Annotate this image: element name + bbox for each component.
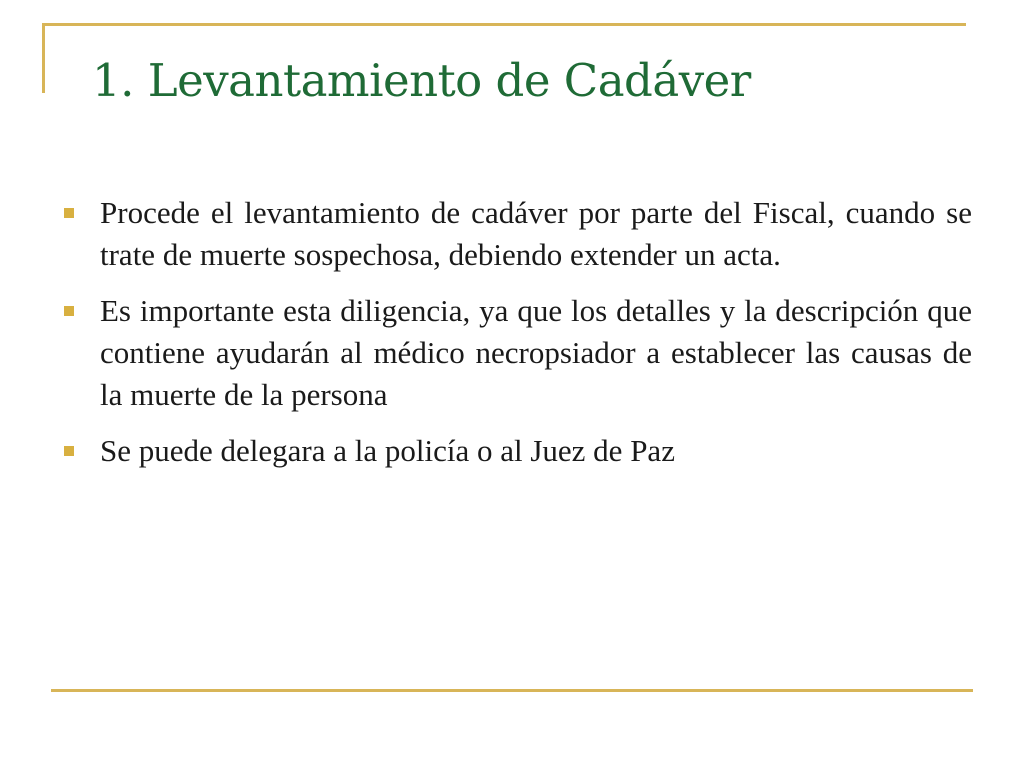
slide-title: 1. Levantamiento de Cadáver [92, 54, 751, 107]
frame-top-line [42, 23, 966, 26]
bullet-text: Procede el levantamiento de cadáver por parte del Fiscal, cuando se trate de muerte sospechosa, debiendo extender un acta. [100, 195, 972, 272]
bullet-item [62, 192, 972, 276]
square-bullet-icon [64, 306, 74, 316]
square-bullet-icon [64, 446, 74, 456]
bullet-text: Se puede delegara a la policía o al Juez de Paz [100, 433, 675, 468]
bullet-list [62, 192, 972, 486]
bullet-item [62, 290, 972, 416]
bullet-item [62, 430, 972, 472]
frame-left-line [42, 23, 45, 93]
frame-bottom-line [51, 689, 973, 692]
square-bullet-icon [64, 208, 74, 218]
bullet-text: Es importante esta diligencia, ya que los detalles y la descripción que contiene ayudarán al médico necropsiador a establecer las causas de la muerte de la persona [100, 293, 972, 412]
